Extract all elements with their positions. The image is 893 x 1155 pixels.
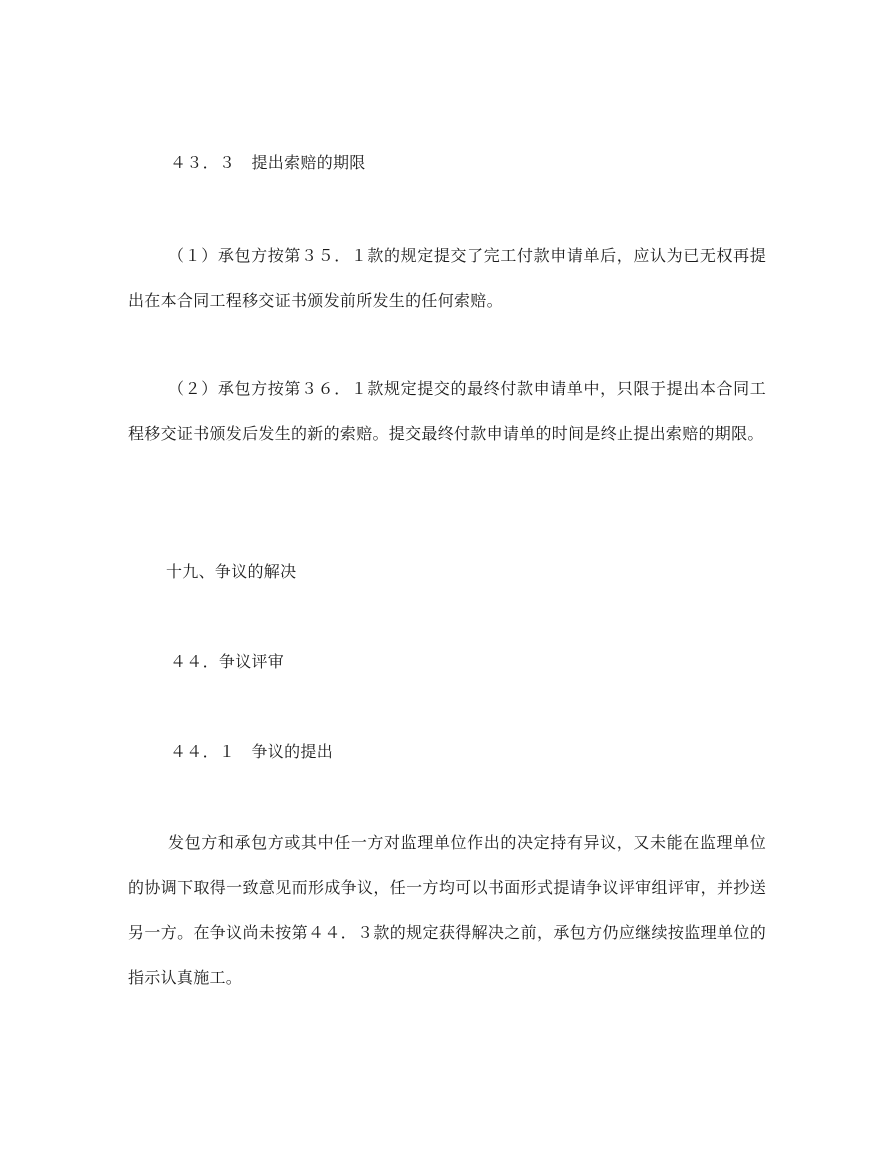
heading-44: ４４．争议评审 bbox=[170, 652, 285, 671]
heading-44-1: ４４．１ 争议的提出 bbox=[170, 742, 334, 761]
paragraph-claim-final-payment: （２）承包方按第３６．１款规定提交的最终付款申请单中，只限于提出本合同工程移交证书颁发后发生的新的索赔。提交最终付款申请单的时间是终止提出索赔的期限。 bbox=[128, 379, 766, 443]
section-heading-disputes: 十九、争议的解决 bbox=[166, 562, 297, 581]
heading-43-3: ４３．３ 提出索赔的期限 bbox=[170, 153, 366, 172]
paragraph-claim-after-completion: （１）承包方按第３５．１款的规定提交了完工付款申请单后，应认为已无权再提出在本合同工程移交证书颁发前所发生的任何索赔。 bbox=[128, 246, 766, 310]
paragraph-dispute-submission: 发包方和承包方或其中任一方对监理单位作出的决定持有异议，又未能在监理单位的协调下取得一致意见而形成争议，任一方均可以书面形式提请争议评审组评审，并抄送另一方。在争议尚未按第４４．３款的规定获得解决之前，承包方仍应继续按监理单位的指示认真施工。 bbox=[128, 833, 766, 987]
